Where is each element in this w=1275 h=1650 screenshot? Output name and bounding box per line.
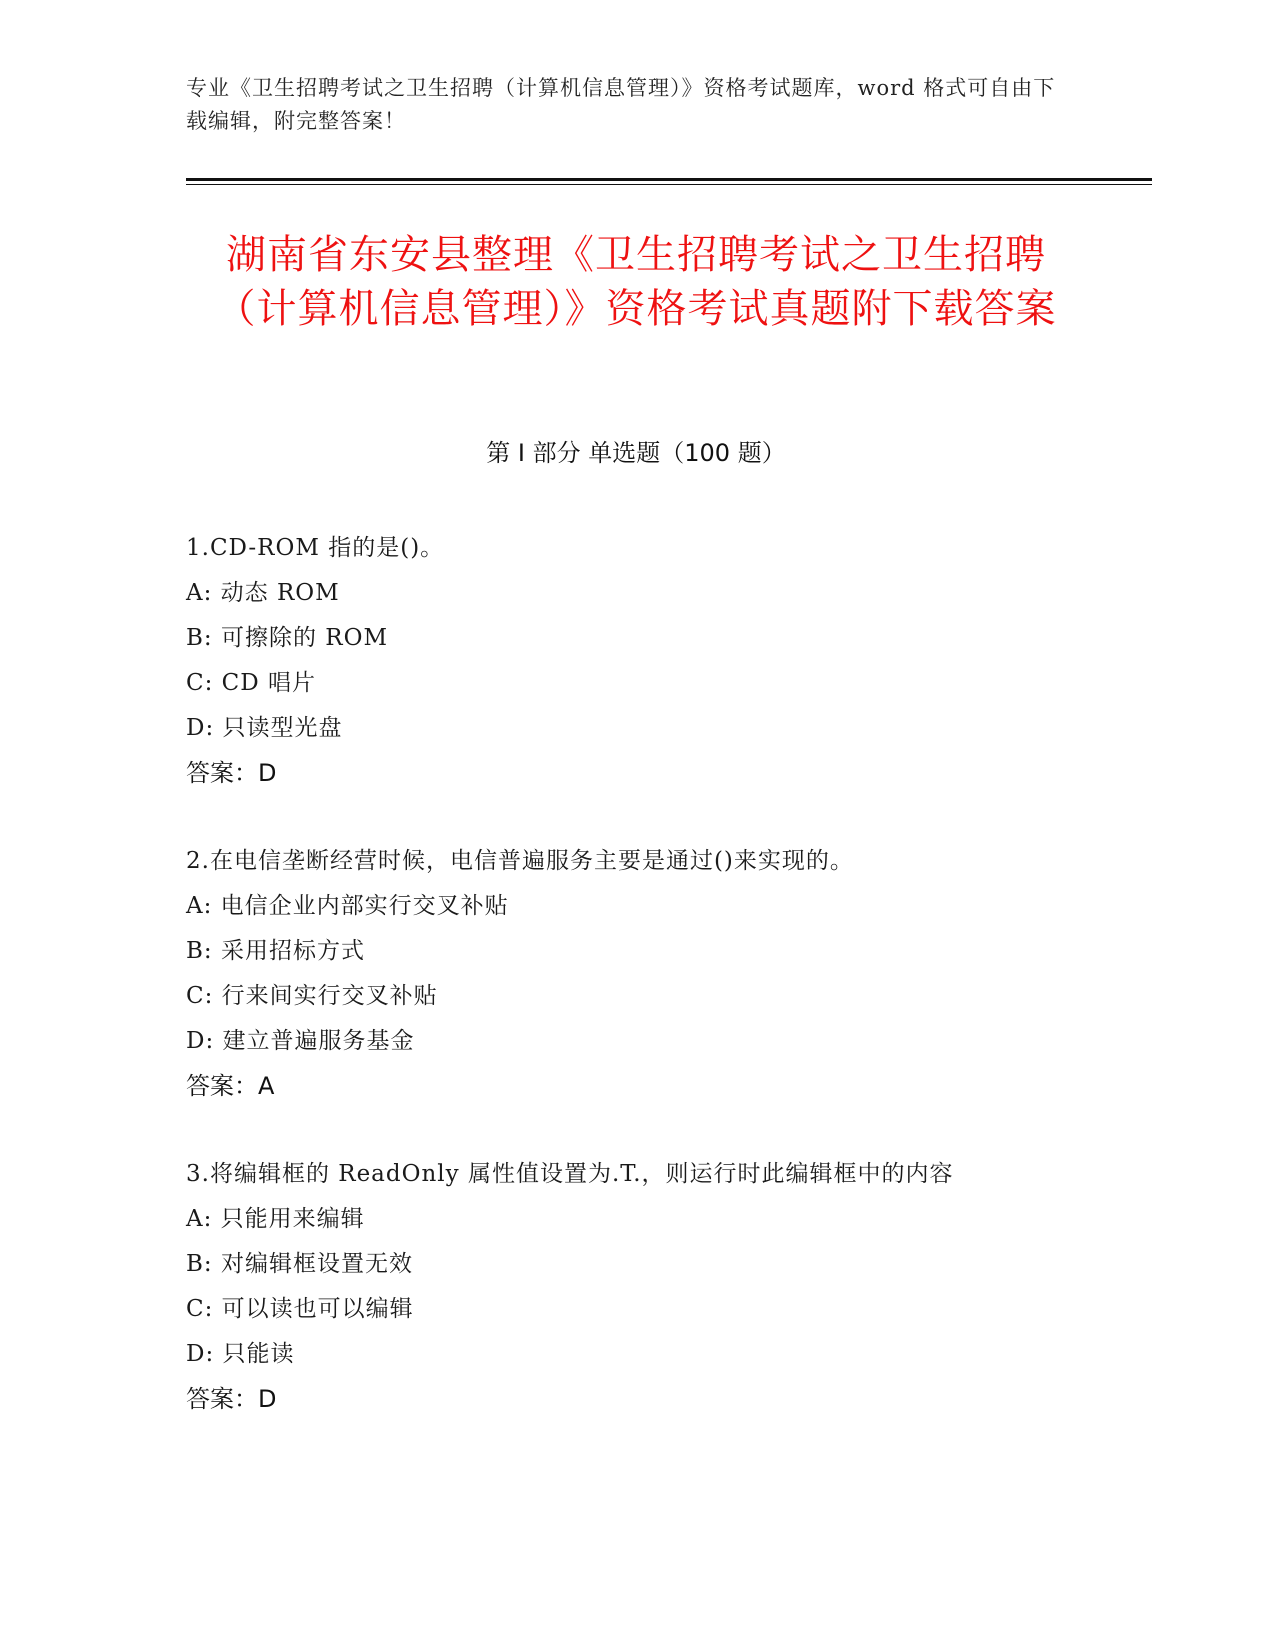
header-rule-thin bbox=[186, 184, 1152, 185]
option-a: A: 动态 ROM bbox=[186, 580, 340, 606]
question-stem: 3.将编辑框的 ReadOnly 属性值设置为.T.，则运行时此编辑框中的内容 bbox=[186, 1161, 954, 1187]
question-list bbox=[186, 526, 1066, 1465]
option-a: A: 电信企业内部实行交叉补贴 bbox=[186, 893, 509, 919]
section-title: 第 I 部分 单选题（100 题） bbox=[486, 439, 786, 467]
answer-line bbox=[186, 1064, 1066, 1109]
option-d: D: 只能读 bbox=[186, 1341, 295, 1367]
answer-label: 答案： bbox=[186, 1385, 258, 1413]
answer-value: D bbox=[258, 759, 277, 787]
option-a: A: 只能用来编辑 bbox=[186, 1206, 365, 1232]
question-1 bbox=[186, 526, 1066, 796]
option-b: B: 采用招标方式 bbox=[186, 938, 365, 964]
answer-label: 答案： bbox=[186, 759, 258, 787]
question-2 bbox=[186, 839, 1066, 1109]
answer-label: 答案： bbox=[186, 1072, 258, 1100]
option-c: C: 可以读也可以编辑 bbox=[186, 1296, 414, 1322]
question-stem: 2.在电信垄断经营时候，电信普遍服务主要是通过()来实现的。 bbox=[186, 848, 854, 874]
answer-value: D bbox=[258, 1385, 277, 1413]
question-stem: 1.CD-ROM 指的是()。 bbox=[186, 535, 445, 561]
option-d: D: 建立普遍服务基金 bbox=[186, 1028, 415, 1054]
option-d: D: 只读型光盘 bbox=[186, 715, 343, 741]
header-rule-thick bbox=[186, 178, 1152, 181]
option-b: B: 可擦除的 ROM bbox=[186, 625, 388, 651]
option-c: C: CD 唱片 bbox=[186, 670, 317, 696]
header-note: 专业《卫生招聘考试之卫生招聘（计算机信息管理）》资格考试题库，word 格式可自由下载编辑，附完整答案！ bbox=[186, 76, 1056, 133]
option-b: B: 对编辑框设置无效 bbox=[186, 1251, 413, 1277]
answer-line bbox=[186, 1377, 1066, 1422]
answer-value: A bbox=[258, 1072, 275, 1100]
answer-line bbox=[186, 751, 1066, 796]
option-c: C: 行来间实行交叉补贴 bbox=[186, 983, 438, 1009]
question-3 bbox=[186, 1152, 1066, 1422]
document-title: 湖南省东安县整理《卫生招聘考试之卫生招聘（计算机信息管理）》资格考试真题附下载答案 bbox=[215, 232, 1057, 332]
